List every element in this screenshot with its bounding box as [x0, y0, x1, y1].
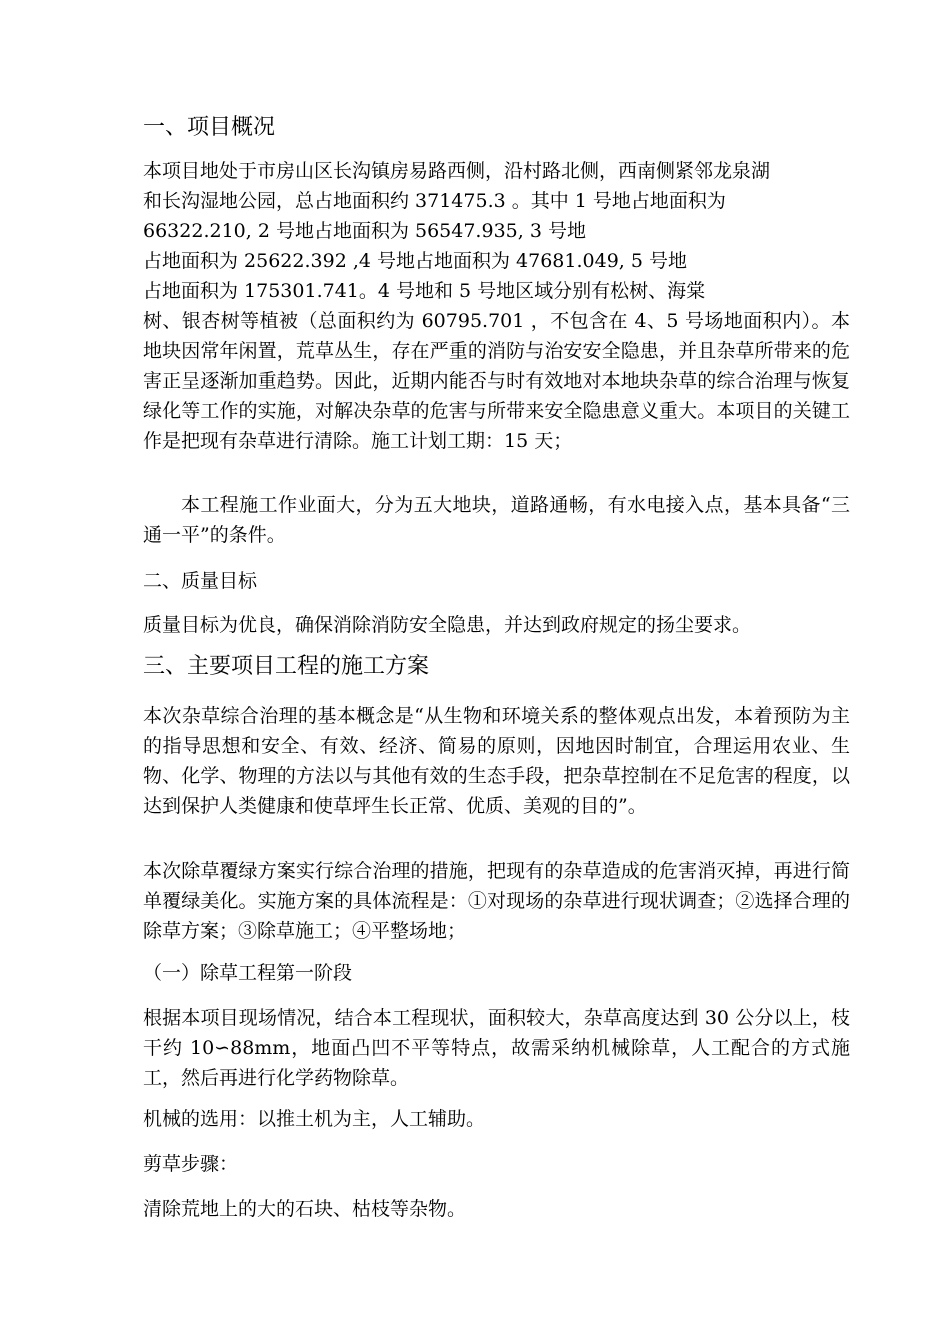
section-heading-construction-plan: 三、主要项目工程的施工方案 — [143, 654, 430, 679]
overview-paragraph-3: 本工程施工作业面大，分为五大地块，道路通畅，有水电接入点，基本具备“三通一平”的条件。 — [143, 494, 850, 546]
machinery-paragraph: 机械的选用：以推土机为主，人工辅助。 — [143, 1108, 486, 1130]
subsection-heading-phase-1: （一）除草工程第一阶段 — [143, 962, 353, 984]
overview-paragraph-2: 树、银杏树等植被（总面积约为 60795.701 ，不包含在 4、5 号场地面积内）。本地块因常年闲置，荒草丛生，存在严重的消防与治安安全隐患，并且杂草所带来的危害正呈逐渐加重趋势。因此，近期内能否与时有效地对本地块杂草的综合治理与恢复绿化等工作的实施，对解决杂草的危害与所带来安全隐患意义重大。本项目的关键工作是把现有杂草进行清除。施工计划工期：15 天； — [143, 310, 850, 452]
section-heading-quality: 二、质量目标 — [143, 570, 258, 592]
mowing-step-1: 清除荒地上的大的石块、枯枝等杂物。 — [143, 1198, 467, 1220]
mowing-steps-label: 剪草步骤： — [143, 1153, 239, 1175]
overview-line-4: 占地面积为 25622.392 ,4 号地占地面积为 47681.049, 5 号地 — [143, 250, 687, 272]
overview-line-3: 66322.210, 2 号地占地面积为 56547.935, 3 号地 — [143, 220, 586, 242]
plan-paragraph-2: 本次除草覆绿方案实行综合治理的措施，把现有的杂草造成的危害消灭掉，再进行简单覆绿美化。实施方案的具体流程是：①对现场的杂草进行现状调查；②选择合理的除草方案；③除草施工；④平整场地； — [143, 860, 850, 942]
overview-line-2: 和长沟湿地公园，总占地面积约 371475.3 。其中 1 号地占地面积为 — [143, 190, 726, 212]
phase-1-paragraph: 根据本项目现场情况，结合本工程现状，面积较大，杂草高度达到 30 公分以上，枝干约 10∽88mm，地面凸凹不平等特点，故需采纳机械除草，人工配合的方式施工，然后再进行化学药物除草。 — [143, 1007, 850, 1089]
quality-paragraph: 质量目标为优良，确保消除消防安全隐患，并达到政府规定的扬尘要求。 — [143, 614, 752, 636]
overview-paragraph-1 — [143, 156, 850, 306]
section-heading-overview: 一、项目概况 — [143, 115, 276, 140]
plan-paragraph-1: 本次杂草综合治理的基本概念是“从生物和环境关系的整体观点出发，本着预防为主的指导思想和安全、有效、经济、简易的原则，因地因时制宜，合理运用农业、生物、化学、物理的方法以与其他有效的生态手段，把杂草控制在不足危害的程度，以达到保护人类健康和使草坪生长正常、优质、美观的目的”。 — [143, 705, 850, 817]
overview-line-1: 本项目地处于市房山区长沟镇房易路西侧，沿村路北侧，西南侧紧邻龙泉湖 — [143, 160, 771, 182]
overview-line-5: 占地面积为 175301.741。4 号地和 5 号地区域分别有松树、海棠 — [143, 280, 706, 302]
